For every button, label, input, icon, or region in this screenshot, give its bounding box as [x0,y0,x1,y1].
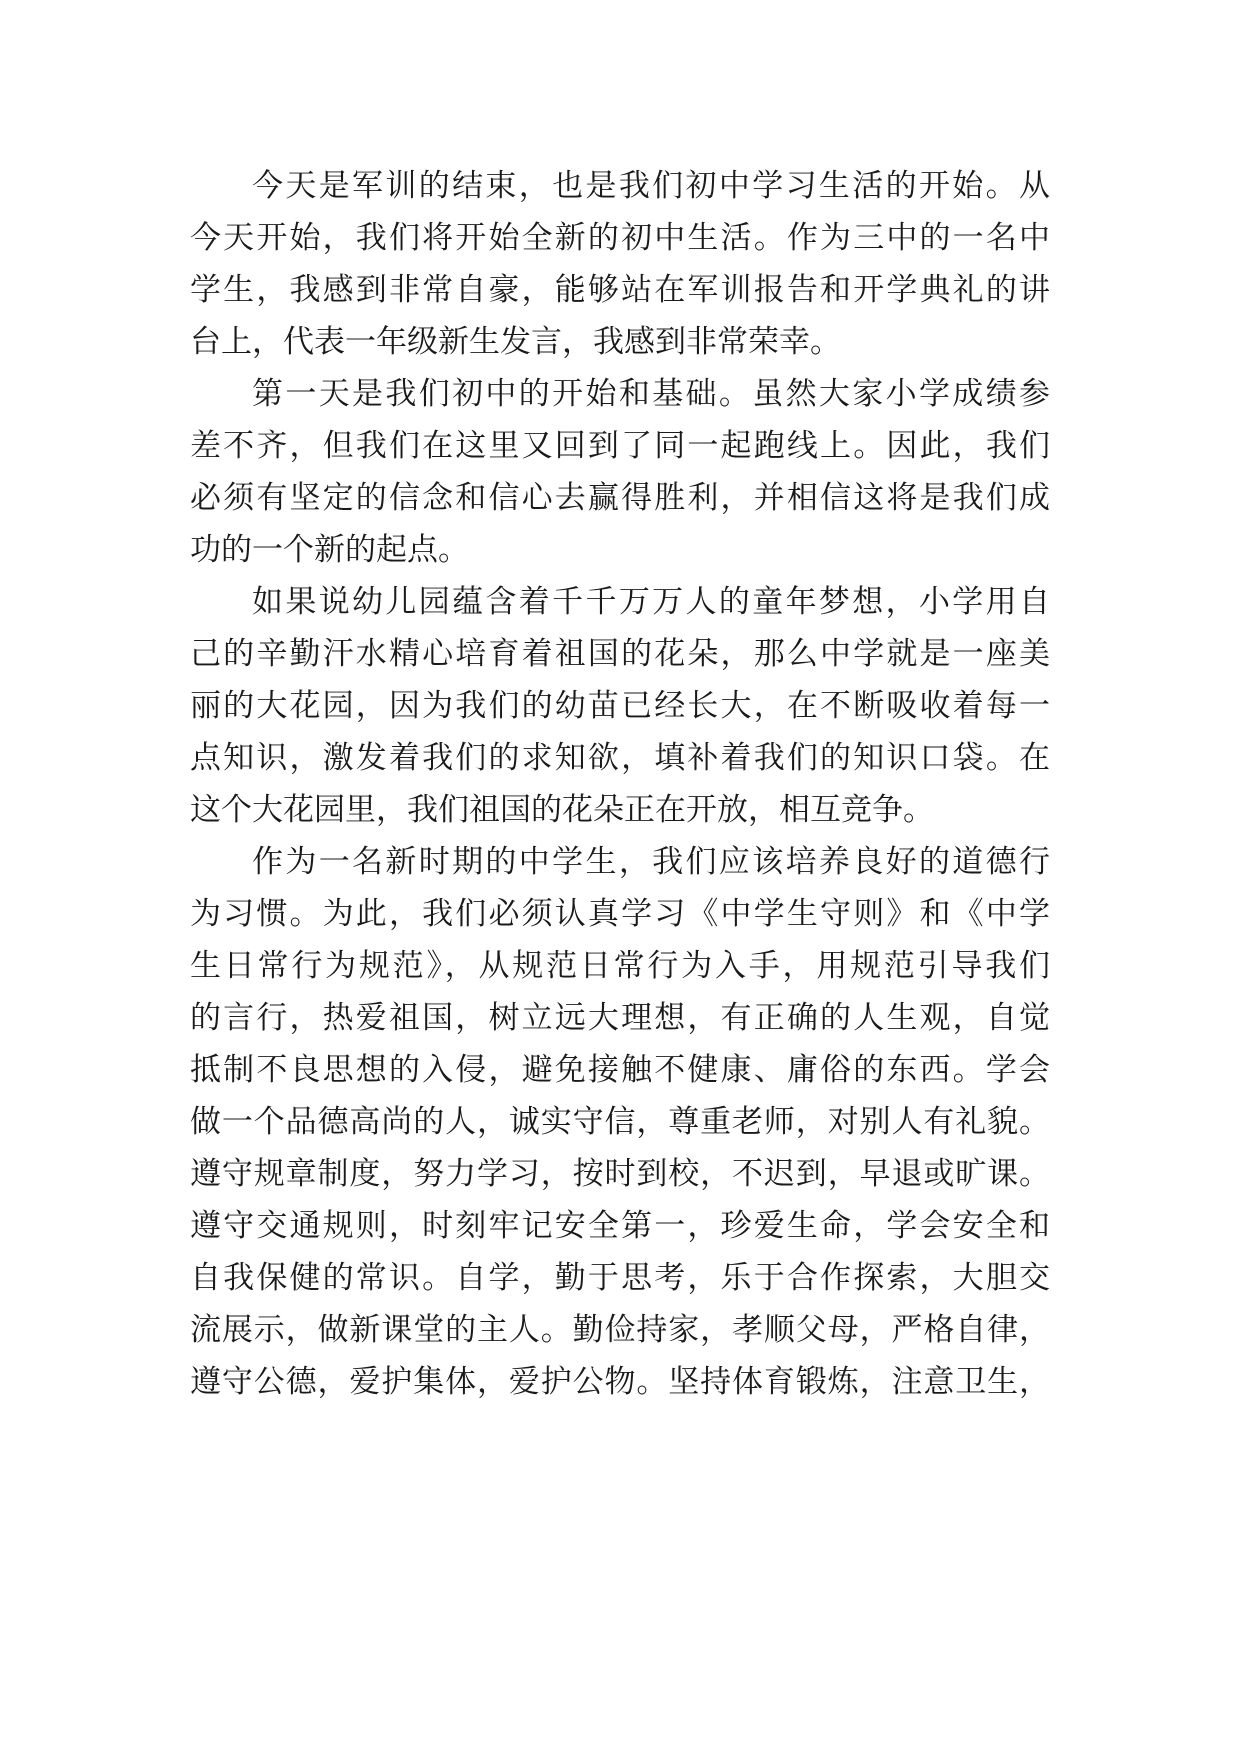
text-line: 第一天是我们初中的开始和基础。虽然大家小学成绩参 [252,376,1050,412]
text-line: 生日常行为规范》，从规范日常行为入手，用规范引导我们 [190,948,1050,984]
text-line: 做一个品德高尚的人，诚实守信，尊重老师，对别人有礼貌。 [190,1104,1050,1140]
text-line: 台上，代表一年级新生发言，我感到非常荣幸。 [190,324,841,360]
text-line: 遵守交通规则，时刻牢记安全第一，珍爱生命，学会安全和 [190,1208,1050,1244]
text-line: 丽的大花园，因为我们的幼苗已经长大，在不断吸收着每一 [190,688,1050,724]
text-line: 的言行，热爱祖国，树立远大理想，有正确的人生观，自觉 [190,1000,1050,1036]
text-line: 遵守规章制度，努力学习，按时到校，不迟到，早退或旷课。 [190,1156,1050,1192]
text-line: 流展示，做新课堂的主人。勤俭持家，孝顺父母，严格自律， [190,1312,1050,1348]
text-line: 这个大花园里，我们祖国的花朵正在开放，相互竞争。 [190,792,934,828]
text-line: 作为一名新时期的中学生，我们应该培养良好的道德行 [252,844,1050,880]
text-line: 今天开始，我们将开始全新的初中生活。作为三中的一名中 [190,220,1050,256]
text-line: 遵守公德，爱护集体，爱护公物。坚持体育锻炼，注意卫生， [190,1364,1050,1400]
text-line: 抵制不良思想的入侵，避免接触不健康、庸俗的东西。学会 [190,1052,1050,1088]
text-line: 自我保健的常识。自学，勤于思考，乐于合作探索，大胆交 [190,1260,1050,1296]
text-line: 功的一个新的起点。 [190,532,469,568]
text-line: 今天是军训的结束，也是我们初中学习生活的开始。从 [252,168,1050,204]
text-line: 差不齐，但我们在这里又回到了同一起跑线上。因此，我们 [190,428,1050,464]
text-line: 学生，我感到非常自豪，能够站在军训报告和开学典礼的讲 [190,272,1050,308]
document-body [190,160,1050,1408]
text-line: 点知识，激发着我们的求知欲，填补着我们的知识口袋。在 [190,740,1050,776]
text-line: 如果说幼儿园蕴含着千千万万人的童年梦想，小学用自 [252,584,1050,620]
text-line: 为习惯。为此，我们必须认真学习《中学生守则》和《中学 [190,896,1050,932]
text-line: 己的辛勤汗水精心培育着祖国的花朵，那么中学就是一座美 [190,636,1050,672]
text-line: 必须有坚定的信念和信心去赢得胜利，并相信这将是我们成 [190,480,1050,516]
